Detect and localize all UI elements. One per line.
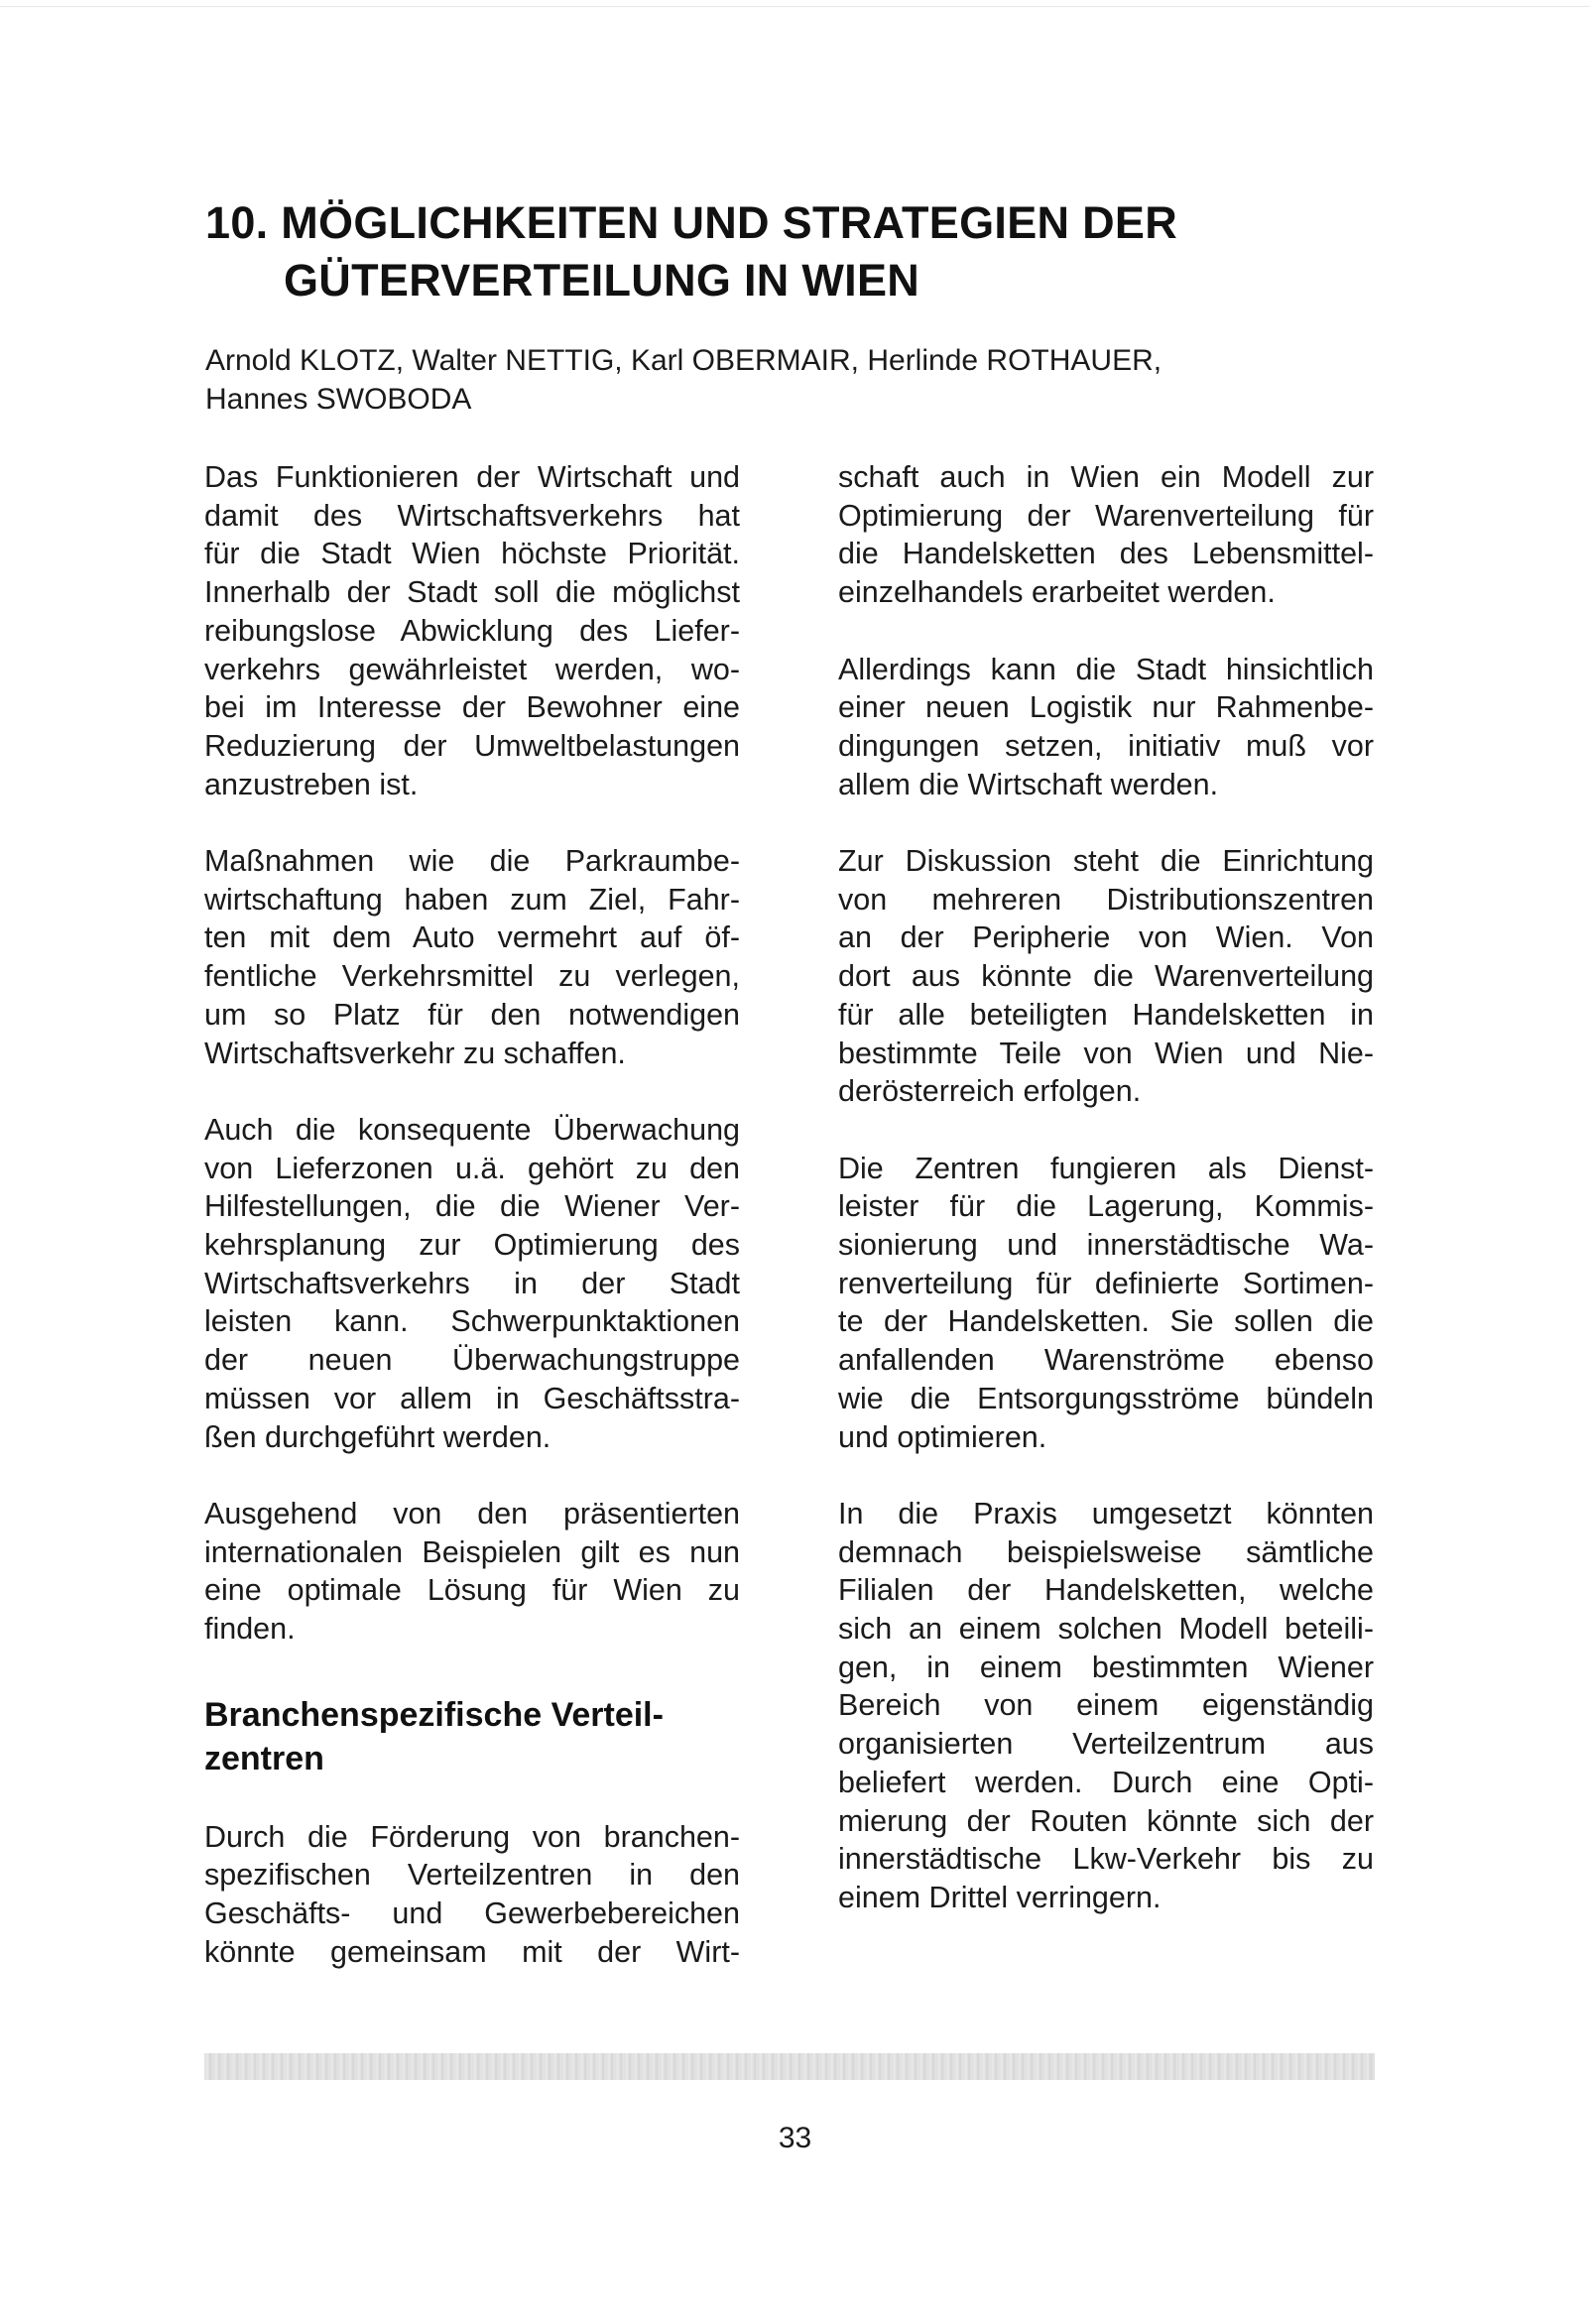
text-line: dort aus könnte die Warenverteilung xyxy=(838,959,1374,994)
heading-line: zentren xyxy=(204,1739,324,1777)
text-line: mierung der Routen könnte sich der xyxy=(838,1803,1374,1838)
text-line: Die Zentren fungieren als Dienst- xyxy=(838,1151,1374,1185)
paragraph xyxy=(204,1495,740,1649)
text-line: von mehreren Distributionszentren xyxy=(838,882,1374,917)
chapter-title-line-2: GÜTERVERTEILUNG IN WIEN xyxy=(284,255,920,306)
text-line: Hilfestellungen, die die Wiener Ver- xyxy=(204,1189,740,1224)
text-line: Filialen der Handelsketten, welche xyxy=(838,1573,1374,1608)
text-line: bei im Interesse der Bewohner eine xyxy=(204,690,740,725)
footer-decorative-band xyxy=(204,2053,1375,2080)
text-line: ßen durchgeführt werden. xyxy=(204,1419,551,1454)
paragraph xyxy=(838,842,1374,1111)
text-line: internationalen Beispielen gilt es nun xyxy=(204,1534,740,1569)
text-line: damit des Wirtschaftsverkehrs hat xyxy=(204,498,740,533)
paragraph xyxy=(204,1818,740,1972)
text-line: reibungslose Abwicklung des Liefer- xyxy=(204,613,740,648)
text-line: könnte gemeinsam mit der Wirt- xyxy=(204,1934,740,1969)
text-line: und optimieren. xyxy=(838,1419,1047,1454)
text-line: für die Stadt Wien höchste Priorität. xyxy=(204,537,740,571)
heading-line: Branchenspezifische Verteil- xyxy=(204,1695,664,1734)
text-line: anzustreben ist. xyxy=(204,767,419,801)
text-line: gen, in einem bestimmten Wiener xyxy=(838,1650,1374,1684)
text-line: dingungen setzen, initiativ muß vor xyxy=(838,728,1374,763)
text-line: Wirtschaftsverkehr zu schaffen. xyxy=(204,1036,626,1070)
text-line: ten mit dem Auto vermehrt auf öf- xyxy=(204,920,740,955)
text-line: der neuen Überwachungstruppe xyxy=(204,1343,740,1378)
text-line: finden. xyxy=(204,1612,296,1647)
text-line: leister für die Lagerung, Kommis- xyxy=(838,1189,1374,1224)
author-list xyxy=(205,341,1396,419)
paragraph xyxy=(838,1150,1374,1457)
paragraph xyxy=(204,1111,740,1456)
text-line: müssen vor allem in Geschäftsstra- xyxy=(204,1381,740,1415)
author-line-1: Arnold KLOTZ, Walter NETTIG, Karl OBERMAIR, Herlinde ROTHAUER, xyxy=(205,344,1162,377)
page-number: 33 xyxy=(778,2122,812,2154)
text-line: organisierten Verteilzentrum aus xyxy=(838,1727,1374,1762)
text-line: Ausgehend von den präsentierten xyxy=(204,1496,740,1530)
text-line: sich an einem solchen Modell beteili- xyxy=(838,1612,1374,1647)
text-line: In die Praxis umgesetzt könnten xyxy=(838,1496,1374,1530)
text-line: Reduzierung der Umweltbelastungen xyxy=(204,728,740,763)
text-line: anfallenden Warenströme ebenso xyxy=(838,1343,1374,1378)
text-line: an der Peripherie von Wien. Von xyxy=(838,920,1374,955)
text-line: Allerdings kann die Stadt hinsichtlich xyxy=(838,652,1374,686)
text-line: Wirtschaftsverkehrs in der Stadt xyxy=(204,1266,740,1300)
text-line: kehrsplanung zur Optimierung des xyxy=(204,1228,740,1263)
paragraph xyxy=(204,458,740,803)
text-line: te der Handelsketten. Sie sollen die xyxy=(838,1304,1374,1339)
text-line: spezifischen Verteilzentren in den xyxy=(204,1858,740,1893)
text-line: Durch die Förderung von branchen- xyxy=(204,1819,740,1854)
text-line: beliefert werden. Durch eine Opti- xyxy=(838,1765,1374,1799)
paragraph xyxy=(204,842,740,1072)
text-line: um so Platz für den notwendigen xyxy=(204,997,740,1032)
text-line: renverteilung für definierte Sortimen- xyxy=(838,1266,1374,1300)
text-line: schaft auch in Wien ein Modell zur xyxy=(838,460,1374,494)
section-heading xyxy=(204,1693,740,1780)
text-line: demnach beispielsweise sämtliche xyxy=(838,1534,1374,1569)
text-line: für alle beteiligten Handelsketten in xyxy=(838,997,1374,1032)
text-line: sionierung und innerstädtische Wa- xyxy=(838,1228,1374,1263)
text-line: einzelhandels erarbeitet werden. xyxy=(838,575,1276,610)
text-line: Das Funktionieren der Wirtschaft und xyxy=(204,460,740,494)
author-line-2: Hannes SWOBODA xyxy=(205,383,472,416)
text-line: verkehrs gewährleistet werden, wo- xyxy=(204,652,740,686)
text-line: einer neuen Logistik nur Rahmenbe- xyxy=(838,690,1374,725)
left-column xyxy=(204,458,740,2010)
paragraph xyxy=(838,458,1374,612)
text-line: von Lieferzonen u.ä. gehört zu den xyxy=(204,1151,740,1185)
text-line: innerstädtische Lkw-Verkehr bis zu xyxy=(838,1842,1374,1877)
text-line: Zur Diskussion steht die Einrichtung xyxy=(838,844,1374,878)
text-line: eine optimale Lösung für Wien zu xyxy=(204,1573,740,1608)
chapter-title xyxy=(205,194,1396,309)
text-line: Auch die konsequente Überwachung xyxy=(204,1112,740,1147)
paragraph xyxy=(838,651,1374,804)
text-line: Maßnahmen wie die Parkraumbe- xyxy=(204,844,740,879)
text-line: Innerhalb der Stadt soll die möglichst xyxy=(204,575,740,610)
text-line: die Handelsketten des Lebensmittel- xyxy=(838,537,1374,571)
text-line: allem die Wirtschaft werden. xyxy=(838,767,1219,801)
text-line: einem Drittel verringern. xyxy=(838,1880,1162,1914)
text-line: fentliche Verkehrsmittel zu verlegen, xyxy=(204,959,740,994)
scan-edge-line xyxy=(0,6,1590,7)
text-line: Bereich von einem eigenständig xyxy=(838,1688,1374,1723)
text-line: Optimierung der Warenverteilung für xyxy=(838,498,1374,533)
text-line: bestimmte Teile von Wien und Nie- xyxy=(838,1036,1374,1070)
chapter-title-line-1: 10. MÖGLICHKEITEN UND STRATEGIEN DER xyxy=(205,197,1178,248)
text-line: Geschäfts- und Gewerbebereichen xyxy=(204,1896,740,1931)
text-line: wie die Entsorgungsströme bündeln xyxy=(838,1381,1374,1415)
text-line: wirtschaftung haben zum Ziel, Fahr- xyxy=(204,882,740,917)
paragraph xyxy=(838,1495,1374,1917)
right-column xyxy=(838,458,1374,1955)
text-line: derösterreich erfolgen. xyxy=(838,1074,1142,1109)
text-line: leisten kann. Schwerpunktaktionen xyxy=(204,1304,740,1339)
